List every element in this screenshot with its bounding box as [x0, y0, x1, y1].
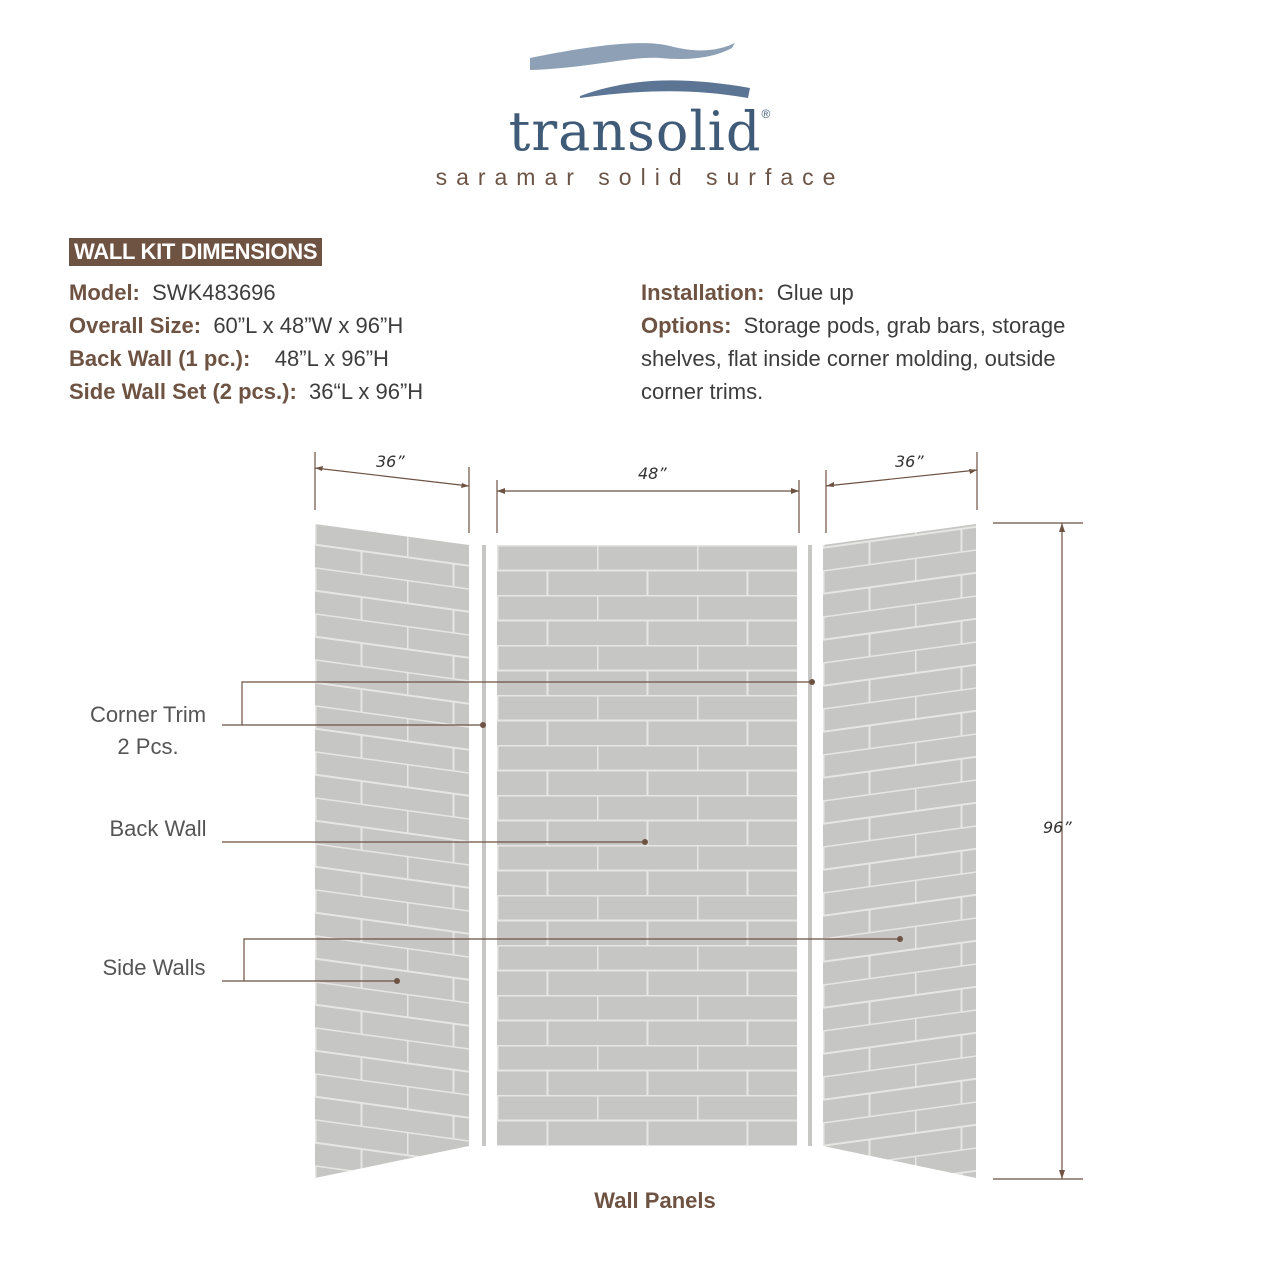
spec-overall-size: Overall Size: 60”L x 48”W x 96”H — [69, 313, 404, 338]
section-heading: WALL KIT DIMENSIONS — [69, 238, 322, 266]
right-width-label: 36” — [895, 452, 924, 471]
right-side-wall-panel — [823, 524, 976, 1178]
logo-wordmark: transolid® — [508, 100, 772, 163]
callout-corner-trim: Corner Trim 2 Pcs. — [89, 702, 207, 759]
logo-tagline: saramar solid surface — [435, 164, 845, 190]
specs-right: Installation: Glue up Options: Storage pods, grab bars, storage shelves, flat inside corner molding, outside corner trims. — [641, 280, 1066, 404]
corner-trim-right — [808, 545, 812, 1146]
spec-side-wall: Side Wall Set (2 pcs.): 36“L x 96”H — [69, 379, 424, 404]
callout-back-wall: Back Wall — [109, 816, 207, 841]
spec-model: Model: SWK483696 — [69, 280, 276, 305]
spec-back-wall: Back Wall (1 pc.): 48”L x 96”H — [69, 346, 389, 371]
back-width-label: 48” — [638, 464, 667, 483]
callout-side-walls: Side Walls — [102, 955, 206, 980]
left-width-label: 36” — [376, 452, 405, 471]
diagram-caption: Wall Panels — [594, 1188, 716, 1213]
corner-trim-left — [482, 545, 486, 1146]
left-side-wall-panel — [315, 524, 469, 1178]
back-wall-panel — [497, 545, 797, 1146]
height-label: 96” — [1043, 818, 1072, 837]
